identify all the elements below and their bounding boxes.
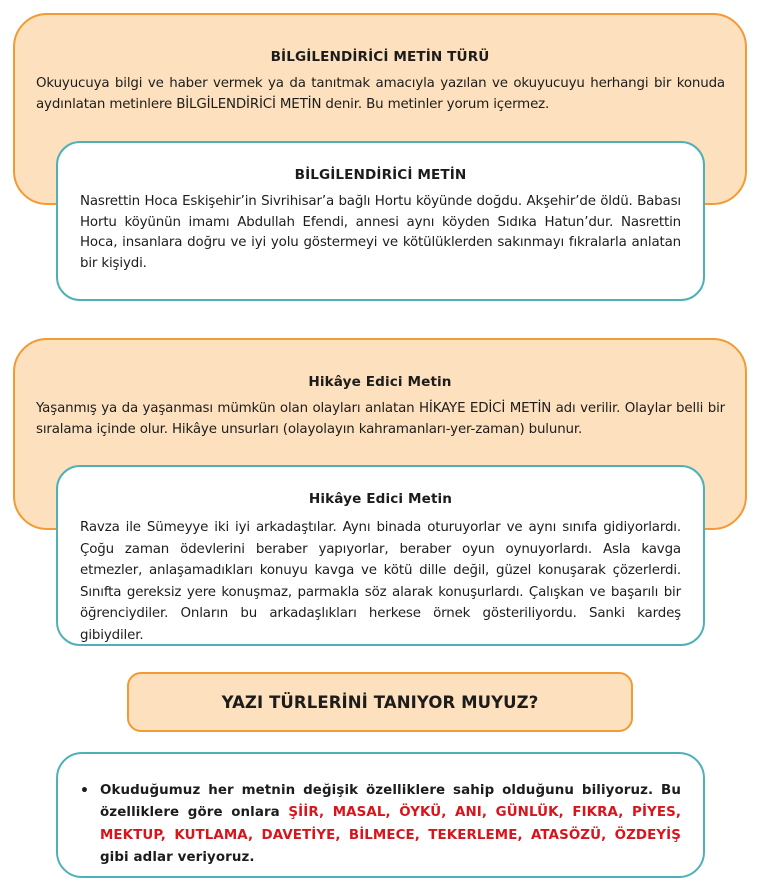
example-title: BİLGİLENDİRİCİ METİN bbox=[294, 167, 467, 183]
informative-text-example-box bbox=[56, 141, 705, 301]
bullet-outro-text: gibi adlar veriyoruz. bbox=[100, 849, 255, 865]
genre-list-highlight: ŞİİR, MASAL, ÖYKÜ, ANI, GÜNLÜK, FIKRA, PİYES, MEKTUP, KUTLAMA, DAVETİYE, BİLMECE, TEKERLEME, ATASÖZÜ, ÖZDEYİŞ bbox=[100, 805, 682, 843]
narrative-text-example-box bbox=[56, 465, 705, 646]
example-text: Ravza ile Sümeyye iki iyi arkadaştılar. Aynı binada oturuyorlar ve aynı sınıfa gidiyorlardı. Çoğu zaman ödevlerini beraber yapıyorlar, beraber oyun oynuyorlardı. Asla kavga etmezler, anlaşamadıkları konuyu kavga ve kötü dille değil, güzel konuşarak çözerlerdi. Sınıfta gereksiz yere konuşmaz, parmakla söz alarak konuşurlardı. Çalışkan ve başarılı bir öğrenciydiler. Onların bu arkadaşlıkları herkese örnek gösteriliyordu. Sanki kardeş gibiydiler. bbox=[80, 520, 681, 643]
section-definition: Okuyucuya bilgi ve haber vermek ya da tanıtmak amacıyla yazılan ve okuyucuyu herhangi bir konuda aydınlatan metinlere BİLGİLENDİRİCİ METİN denir. Bu metinler yorum içermez. bbox=[36, 76, 725, 112]
example-title: Hikâye Edici Metin bbox=[308, 491, 453, 507]
bullet-intro-text: Okuduğumuz her metnin değişik özelliklere sahip olduğunu biliyoruz. Bu özelliklere göre onlara bbox=[100, 783, 681, 821]
bullet-text bbox=[100, 780, 681, 869]
bullet-list-item bbox=[80, 780, 681, 869]
bullet-icon: • bbox=[80, 783, 89, 799]
example-text: Nasrettin Hoca Eskişehir’in Sivrihisar’a bağlı Hortu köyünde doğdu. Akşehir’de öldü. Babası Hortu köyünün imamı Abdullah Efendi, annesi aynı köyden Sıdıka Hatun’dur. Nasrettin Hoca, insanlara doğru ve iyi yolu göstermeyi ve kötülüklerden sakınmayı fıkralarla anlatan bir kişiydi. bbox=[80, 194, 681, 271]
quiz-heading-box bbox=[127, 672, 633, 732]
section-title: BİLGİLENDİRİCİ METİN TÜRÜ bbox=[270, 49, 490, 65]
section-definition: Yaşanmış ya da yaşanması mümkün olan olayları anlatan HİKAYE EDİCİ METİN adı verilir. Olaylar belli bir sıralama içinde olur. Hikâye unsurları (olayolayın kahramanları-yer-zaman) bulunur. bbox=[36, 401, 725, 437]
section-title: Hikâye Edici Metin bbox=[308, 374, 452, 390]
genres-info-box bbox=[56, 752, 705, 878]
quiz-title: YAZI TÜRLERİNİ TANIYOR MUYUZ? bbox=[221, 693, 539, 712]
